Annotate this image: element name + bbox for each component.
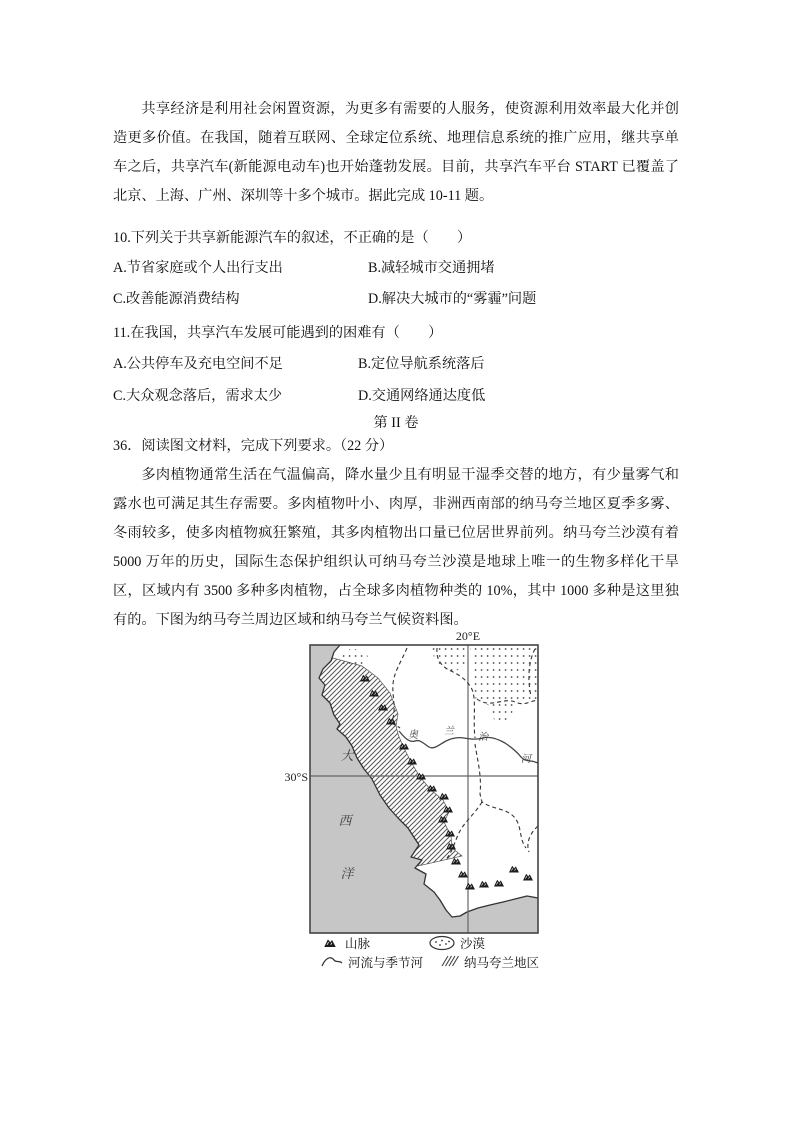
passage-sharing-economy: 共享经济是利用社会闲置资源，为更多有需要的人服务，使资源利用效率最大化并创造更多价值。在我国，随着互联网、全球定位系统、地理信息系统的推广应用，继共享单车之后，共享汽车(新能源电动车)也开始蓬勃发展。目前，共享汽车平台 START 已覆盖了北京、上海、广州、深圳等十多个城市。据此完成 10-11 题。 [113,101,679,204]
question-10-options-row-1 [113,254,679,283]
ocean-name-char-1: 大 [340,748,354,763]
q11-option-a: A.公共停车及充电空间不足 [113,356,283,372]
question-11-stem: 11.在我国，共享汽车发展可能遇到的困难有（ ） [113,325,443,341]
legend-desert-label: 沙漠 [460,937,486,951]
latitude-label: 30°S [284,770,308,784]
q10-option-b: B.减轻城市交通拥堵 [368,260,495,276]
region-map [270,626,560,986]
namaqualand-legend-icon [442,956,459,966]
namaqualand-map-figure [270,626,560,986]
question-36-intro: 36．阅读图文材料，完成下列要求。（22 分） [113,438,394,454]
q10-option-d: D.解决大城市的“雾霾”问题 [368,291,537,307]
q10-option-c: C.改善能源消费结构 [113,291,240,307]
mountain-legend-icon [324,939,336,947]
question-11-options-row-1 [113,350,679,379]
river-legend-icon [322,958,342,966]
river-name-char-4: 河 [521,754,531,765]
legend-namaqualand-label: 纳马夸兰地区 [464,956,540,970]
ocean-name-char-2: 西 [338,813,352,828]
passage-succulents: 多肉植物通常生活在气温偏高，降水量少且有明显干湿季交替的地方，有少量雾气和露水也可满足其生存需要。多肉植物叶小、肉厚，非洲西南部的纳马夸兰地区夏季多雾、冬雨较多，使多肉植物疯狂繁殖，其多肉植物出口量已位居世界前列。纳马夸兰沙漠有着 5000 万年的历史，国际生态保护组织认可纳马夸兰沙漠是地球上唯一的生物多样化干旱区，区域内有 3500 多种多肉植物，占全球多肉植物种类的 10%，其中 1000 多种是这里独有的。下图为纳马夸兰周边区域和纳马夸兰气候资料图。 [113,467,679,628]
river-name-char-3: 治 [478,732,488,743]
exam-content [113,95,679,635]
q11-option-b: B.定位导航系统落后 [358,356,485,372]
q10-option-a: A.节省家庭或个人出行支出 [113,260,283,276]
question-10-options-row-2 [113,285,679,314]
longitude-label: 20°E [455,629,481,643]
ocean-name-char-3: 洋 [340,866,354,881]
legend-mountain-label: 山脉 [345,937,371,951]
q11-option-c: C.大众观念落后，需求太少 [113,388,283,404]
desert-legend-dots [435,940,450,946]
river-name-char-1: 奥 [408,730,418,741]
q11-option-d: D.交通网络通达度低 [358,388,486,404]
section-ii-title: 第 II 卷 [373,415,419,431]
map-legend [322,936,539,970]
river-name-char-2: 兰 [444,726,454,737]
legend-river-label: 河流与季节河 [348,956,424,970]
question-10-stem: 10.下列关于共享新能源汽车的叙述，不正确的是（ ） [113,230,472,246]
desert-legend-icon [430,937,454,950]
question-11-options-row-2 [113,382,679,411]
